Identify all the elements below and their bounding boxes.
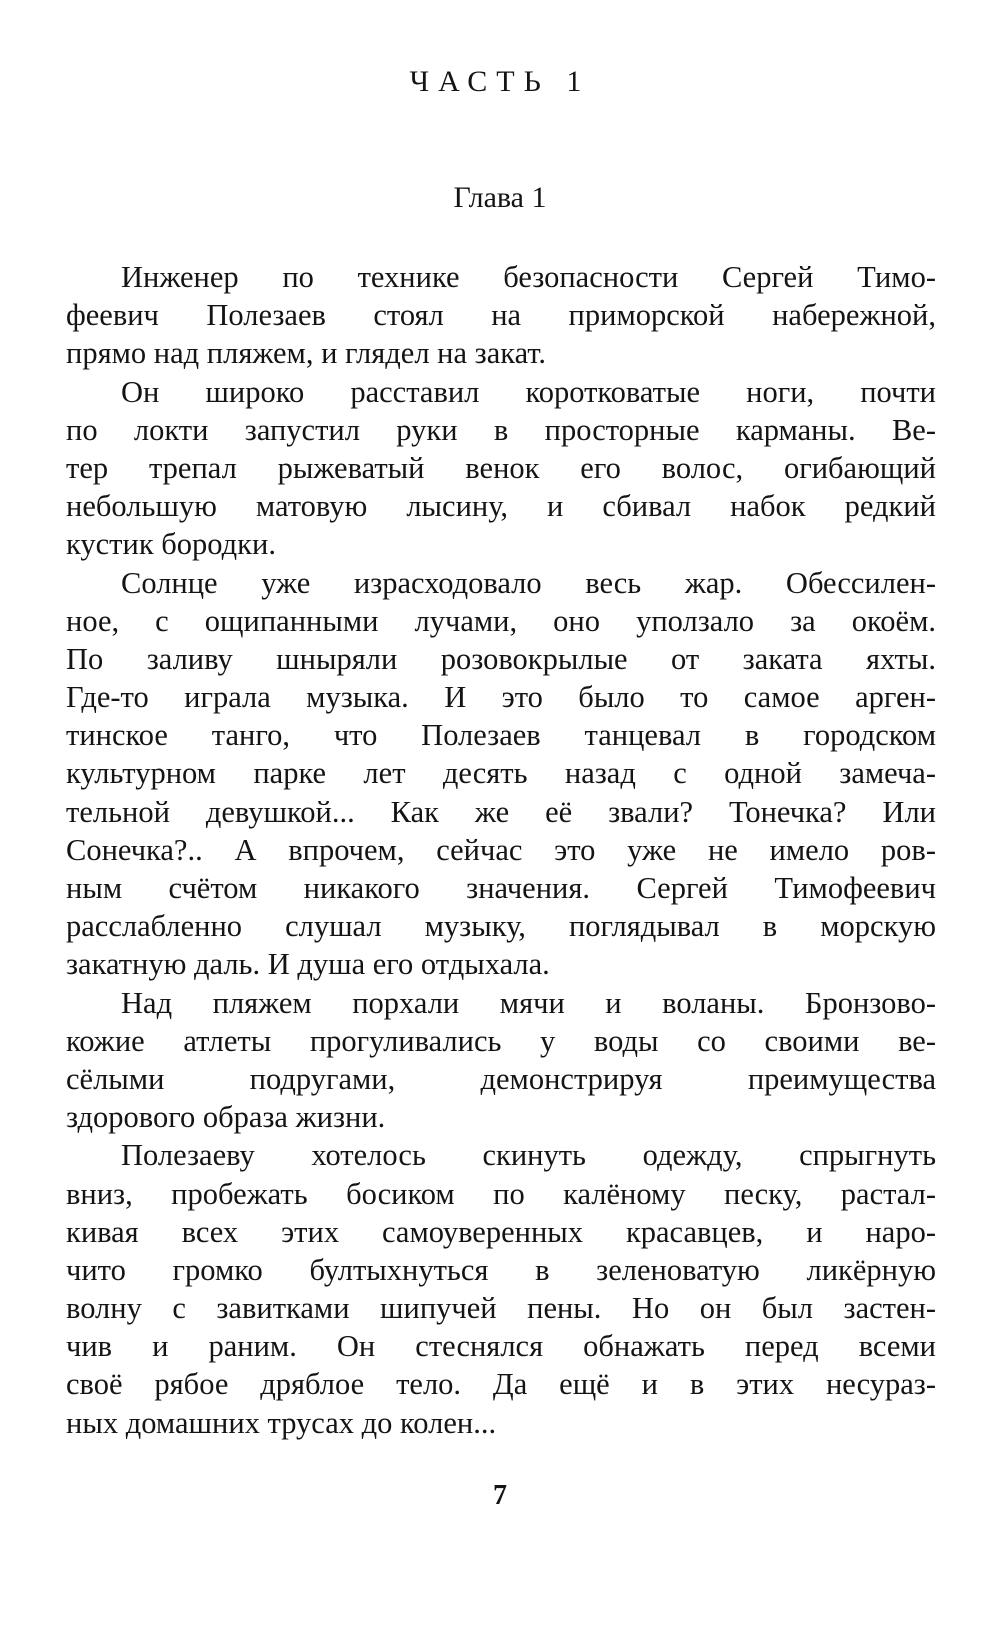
paragraph: [66, 258, 936, 373]
paragraph: [66, 1136, 936, 1442]
text-line: По заливу шныряли розовокрылые от заката яхты.: [66, 641, 936, 676]
text-line: волну с завитками шипучей пены. Но он был застен-: [66, 1291, 936, 1326]
text-line: своё рябое дряблое тело. Да ещё и в этих несураз-: [66, 1367, 936, 1402]
text-line: Над пляжем порхали мячи и воланы. Бронзово-: [121, 985, 936, 1020]
paragraph: [66, 564, 936, 984]
text-line: кожие атлеты прогуливались у воды со своими ве-: [66, 1023, 936, 1058]
text-line: здорового образа жизни.: [66, 1100, 386, 1135]
text-line: тинское танго, что Полезаев танцевал в городском: [66, 718, 936, 753]
text-line: Он широко расставил коротковатые ноги, почти: [121, 374, 936, 409]
text-line: культурном парке лет десять назад с одной замеча-: [66, 756, 936, 791]
text-line: по локти запустил руки в просторные карманы. Ве-: [66, 412, 936, 447]
paragraph: [66, 373, 936, 564]
chapter-title: Глава 1: [453, 181, 547, 214]
text-line: Где-то играла музыка. И это было то самое арген-: [66, 680, 936, 715]
text-line: вниз, пробежать босиком по калёному песку, растал-: [66, 1176, 936, 1211]
text-line: тельной девушкой... Как же её звали? Тонечка? Или: [66, 794, 936, 829]
text-line: ное, с ощипанными лучами, оно уползало за окоём.: [66, 603, 936, 638]
text-line: Сонечка?.. А впрочем, сейчас это уже не имело ров-: [66, 832, 936, 867]
text-line: Солнце уже израсходовало весь жар. Обессилен-: [121, 565, 936, 600]
paragraph: [66, 984, 936, 1137]
text-line: расслабленно слушал музыку, поглядывал в морскую: [66, 909, 936, 944]
text-line: чито громко бултыхнуться в зеленоватую ликёрную: [66, 1252, 936, 1287]
part-title: ЧАСТЬ 1: [409, 65, 591, 98]
text-line: ным счётом никакого значения. Сергей Тимофеевич: [66, 871, 936, 905]
text-line: кустик бородки.: [66, 527, 276, 562]
text-line: закатную даль. И душа его отдыхала.: [66, 947, 550, 982]
page-number: 7: [493, 1480, 507, 1511]
text-line: небольшую матовую лысину, и сбивал набок редкий: [66, 489, 936, 524]
text-line: Инженер по технике безопасности Сергей Тимо-: [121, 260, 936, 294]
text-line: ных домашних трусах до колен...: [66, 1405, 497, 1440]
text-line: феевич Полезаев стоял на приморской набережной,: [66, 298, 936, 333]
text-line: тер трепал рыжеватый венок его волос, огибающий: [66, 450, 936, 485]
text-line: прямо над пляжем, и глядел на закат.: [66, 336, 547, 371]
text-line: чив и раним. Он стеснялся обнажать перед всеми: [66, 1329, 936, 1364]
text-line: кивая всех этих самоуверенных красавцев, и наро-: [66, 1214, 936, 1249]
text-line: сёлыми подругами, демонстрируя преимущества: [66, 1061, 936, 1096]
chapter-body: [66, 258, 936, 1442]
text-line: Полезаеву хотелось скинуть одежду, спрыгнуть: [121, 1138, 936, 1173]
